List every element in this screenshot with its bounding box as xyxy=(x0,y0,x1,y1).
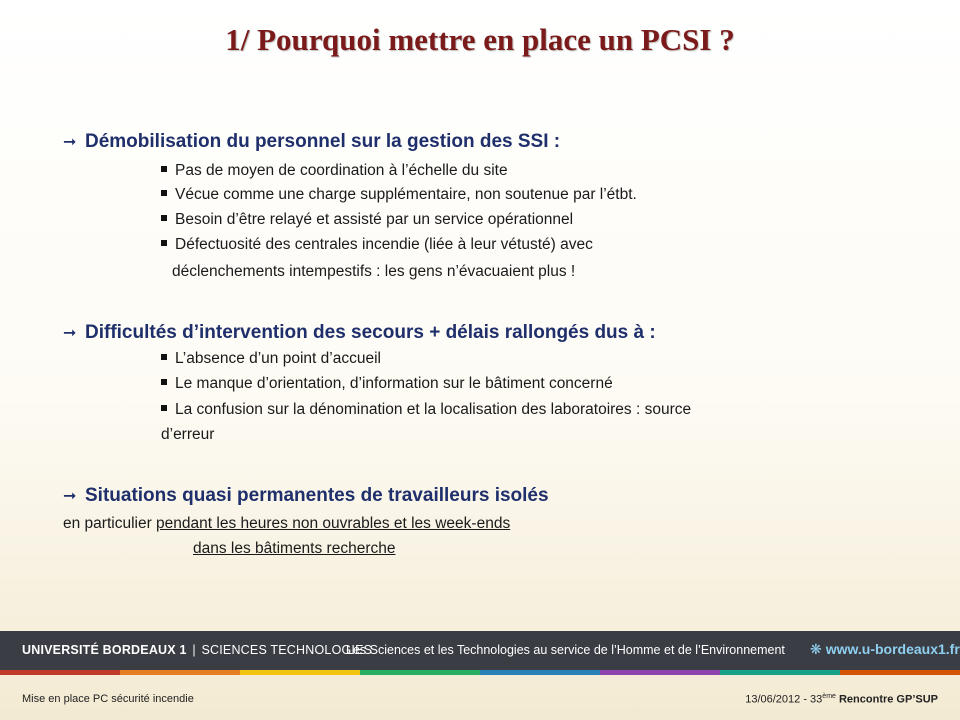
list-item xyxy=(161,162,508,180)
banner-separator: | xyxy=(192,643,196,657)
arrow-down-right-icon: ➞ xyxy=(63,325,77,342)
stripe-segment xyxy=(480,670,600,675)
list-item-continuation: déclenchements intempestifs : les gens n’évacuaient plus ! xyxy=(172,263,576,280)
isolated-workers-line-2: dans les bâtiments recherche xyxy=(193,540,396,557)
university-name xyxy=(22,643,372,657)
section-heading-2 xyxy=(63,322,656,344)
list-item xyxy=(161,375,613,393)
square-bullet-icon xyxy=(161,215,167,221)
square-bullet-icon xyxy=(161,166,167,172)
footer-event: Rencontre GP’SUP xyxy=(835,693,938,706)
list-item-continuation: d’erreur xyxy=(161,426,215,443)
list-item-text: L’absence d’un point d’accueil xyxy=(175,350,381,367)
stripe-segment xyxy=(840,670,960,675)
list-item xyxy=(161,401,691,419)
stripe-segment xyxy=(0,670,120,675)
stripe-segment xyxy=(600,670,720,675)
square-bullet-icon xyxy=(161,354,167,360)
list-item xyxy=(161,186,637,204)
university-banner xyxy=(0,631,960,670)
stripe-segment xyxy=(240,670,360,675)
list-item-text: Défectuosité des centrales incendie (liée à leur vétusté) avec xyxy=(175,236,593,253)
stripe-segment xyxy=(360,670,480,675)
section-heading-text: Difficultés d’intervention des secours + délais rallongés dus à : xyxy=(85,322,656,343)
arrow-down-right-icon: ➞ xyxy=(63,134,77,151)
underlined-text: pendant les heures non ouvrables et les week-ends xyxy=(156,515,511,532)
list-item xyxy=(161,236,593,254)
list-item xyxy=(161,350,381,368)
section-heading-1 xyxy=(63,131,560,153)
square-bullet-icon xyxy=(161,190,167,196)
section-heading-text: Démobilisation du personnel sur la gestion des SSI : xyxy=(85,131,561,152)
sun-icon: ❋ xyxy=(810,641,822,657)
footer-date: 13/06/2012 - 33 xyxy=(745,693,823,706)
list-item-text: Pas de moyen de coordination à l’échelle du site xyxy=(175,162,508,179)
list-item-text: Le manque d’orientation, d’information sur le bâtiment concerné xyxy=(175,375,613,392)
square-bullet-icon xyxy=(161,240,167,246)
faculty-label: SCIENCES TECHNOLOGIES xyxy=(201,643,373,657)
stripe-segment xyxy=(720,670,840,675)
website-text[interactable]: www.u-bordeaux1.fr xyxy=(825,641,960,657)
color-stripe xyxy=(0,670,960,675)
footer-superscript: ème xyxy=(822,693,836,700)
list-item xyxy=(161,211,573,229)
section-heading-3 xyxy=(63,485,549,507)
slide-title: 1/ Pourquoi mettre en place un PCSI ? xyxy=(225,22,735,57)
list-item-text: La confusion sur la dénomination et la localisation des laboratoires : source xyxy=(175,401,692,418)
footer-title: Mise en place PC sécurité incendie xyxy=(22,693,194,705)
list-item-text: Besoin d’être relayé et assisté par un service opérationnel xyxy=(175,211,574,228)
stripe-segment xyxy=(120,670,240,675)
website-link[interactable] xyxy=(810,641,960,658)
section-heading-text: Situations quasi permanentes de travailleurs isolés xyxy=(85,485,549,506)
arrow-down-right-icon: ➞ xyxy=(63,488,77,505)
list-item-text: Vécue comme une charge supplémentaire, non soutenue par l’étbt. xyxy=(175,186,637,203)
square-bullet-icon xyxy=(161,405,167,411)
university-label: UNIVERSITÉ BORDEAUX 1 xyxy=(22,643,187,657)
university-slogan: Les Sciences et les Technologies au service de l’Homme et de l’Environnement xyxy=(346,643,785,657)
footer-date-event xyxy=(745,693,938,706)
line-prefix: en particulier xyxy=(63,515,157,532)
isolated-workers-line-1 xyxy=(63,515,510,533)
square-bullet-icon xyxy=(161,379,167,385)
